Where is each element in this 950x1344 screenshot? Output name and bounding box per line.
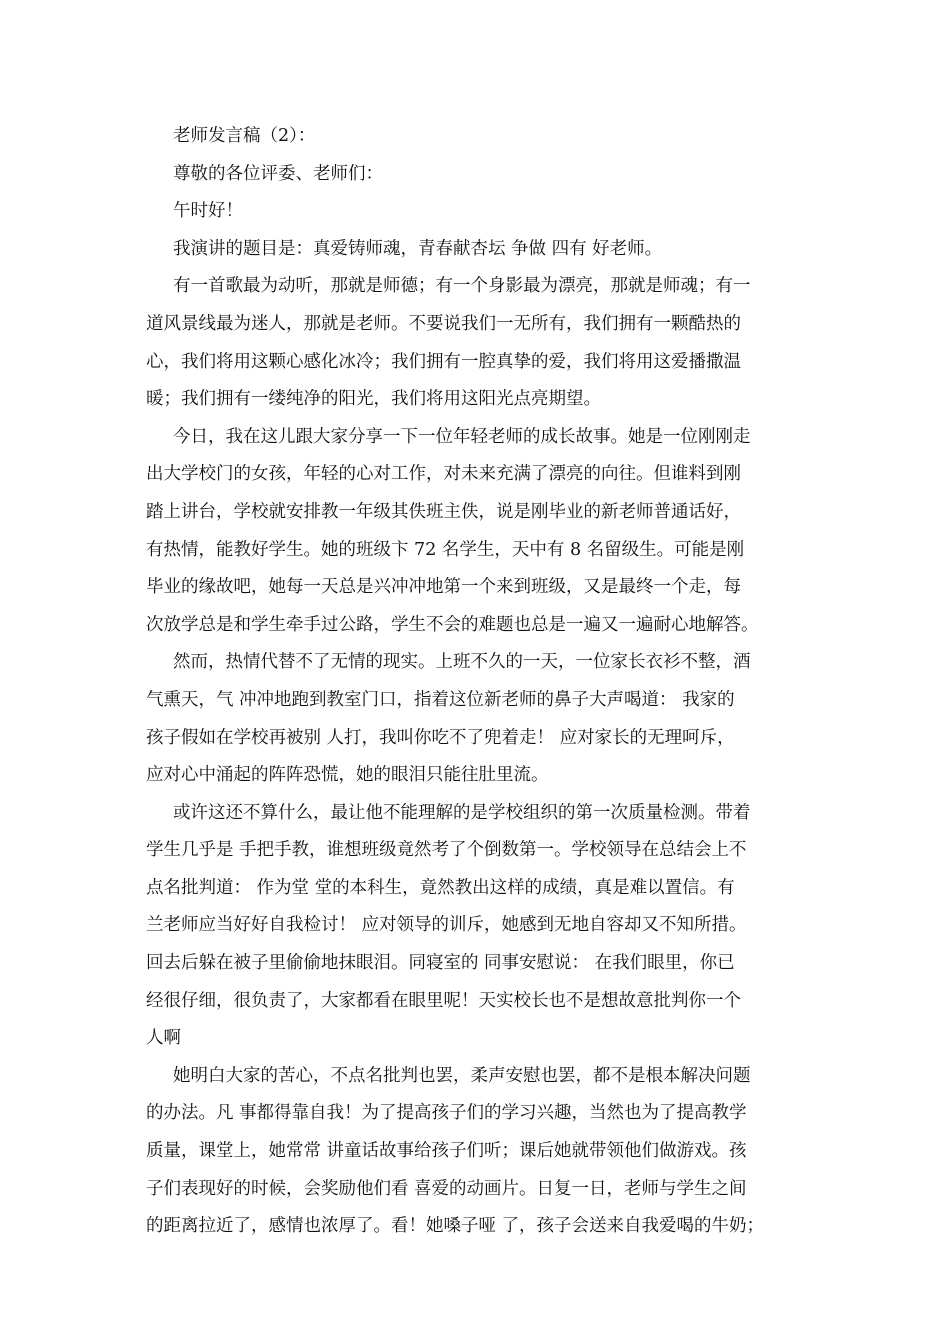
- text-line: 午时好！: [173, 201, 243, 222]
- text-line: 质量，课堂上，她常常 讲童话故事给孩子们听；课后她就带领他们做游戏。孩: [146, 1141, 747, 1162]
- paragraph: [146, 1058, 826, 1246]
- text-line: 暖；我们拥有一缕纯净的阳光，我们将用这阳光点亮期望。: [146, 389, 601, 410]
- paragraph: [146, 231, 826, 269]
- text-line: 人啊: [146, 1028, 181, 1049]
- text-line: 应对心中涌起的阵阵恐慌，她的眼泪只能往肚里流。: [146, 765, 549, 786]
- text-line: 我演讲的题目是：真爱铸师魂，青春献杏坛 争做 四有 好老师。: [173, 238, 663, 259]
- text-line: 子们表现好的时候，会奖励他们看 喜爱的动画片。日复一日，老师与学生之间: [146, 1178, 747, 1199]
- text-line: 她明白大家的苦心，不点名批判也罢，柔声安慰也罢，都不是根本解决问题: [173, 1065, 751, 1086]
- paragraph: [146, 644, 826, 794]
- text-line: 毕业的缘故吧，她每一天总是兴冲冲地第一个来到班级，又是最终一个走，每: [146, 577, 741, 598]
- text-line: 的距离拉近了，感情也浓厚了。看！她嗓子哑 了，孩子会送来自我爱喝的牛奶；: [146, 1216, 765, 1237]
- text-line: 孩子假如在学校再被别 人打，我叫你吃不了兜着走！ 应对家长的无理呵斥，: [146, 727, 735, 748]
- paragraph: [146, 268, 826, 418]
- paragraph: [146, 118, 826, 156]
- text-line: 次放学总是和学生牵手过公路，学生不会的难题也总是一遍又一遍耐心地解答。: [146, 614, 759, 635]
- text-line: 或许这还不算什么，最让他不能理解的是学校组织的第一次质量检测。带着: [173, 802, 751, 823]
- text-line: 学生几乎是 手把手教，谁想班级竟然考了个倒数第一。学校领导在总结会上不: [146, 840, 747, 861]
- text-line: 踏上讲台，学校就安排教一年级其佚班主佚，说是刚毕业的新老师普通话好，: [146, 501, 741, 522]
- paragraph: [146, 156, 826, 194]
- paragraph: [146, 193, 826, 231]
- text-line: 今日，我在这儿跟大家分享一下一位年轻老师的成长故事。她是一位刚刚走: [173, 426, 751, 447]
- text-line: 然而，热情代替不了无情的现实。上班不久的一天，一位家长衣衫不整，酒: [173, 652, 751, 673]
- text-line: 经很仔细，很负责了，大家都看在眼里呢！天实校长也不是想故意批判你一个: [146, 990, 741, 1011]
- text-line: 道风景线最为迷人，那就是老师。不要说我们一无所有，我们拥有一颗酷热的: [146, 313, 741, 334]
- text-line: 有热情，能教好学生。她的班级卞 72 名学生，天中有 8 名留级生。可能是刚: [146, 539, 745, 560]
- text-line: 点名批判道： 作为堂 堂的本科生，竟然教出这样的成绩，真是难以置信。有: [146, 877, 735, 898]
- text-line: 老师发言稿（2）：: [173, 126, 316, 146]
- text-line: 回去后躲在被子里偷偷地抹眼泪。同寝室的 同事安慰说： 在我们眼里，你已: [146, 953, 735, 974]
- text-line: 气熏天，气 冲冲地跑到教室门口，指着这位新老师的鼻子大声喝道： 我家的: [146, 689, 735, 710]
- text-line: 兰老师应当好好自我检讨！ 应对领导的训斥，她感到无地自容却又不知所措。: [146, 915, 747, 936]
- text-line: 尊敬的各位评委、老师们：: [173, 163, 383, 184]
- document-body: [146, 118, 826, 1246]
- text-line: 有一首歌最为动听，那就是师德；有一个身影最为漂亮，那就是师魂；有一: [173, 276, 751, 297]
- paragraph: [146, 795, 826, 1058]
- text-line: 出大学校门的女孩，年轻的心对工作，对未来充满了漂亮的向往。但谁料到刚: [146, 464, 741, 485]
- text-line: 的办法。凡 事都得靠自我！为了提高孩子们的学习兴趣，当然也为了提高教学: [146, 1103, 747, 1124]
- text-line: 心，我们将用这颗心感化冰冷；我们拥有一腔真挚的爱，我们将用这爱播撒温: [146, 351, 741, 372]
- paragraph: [146, 419, 826, 645]
